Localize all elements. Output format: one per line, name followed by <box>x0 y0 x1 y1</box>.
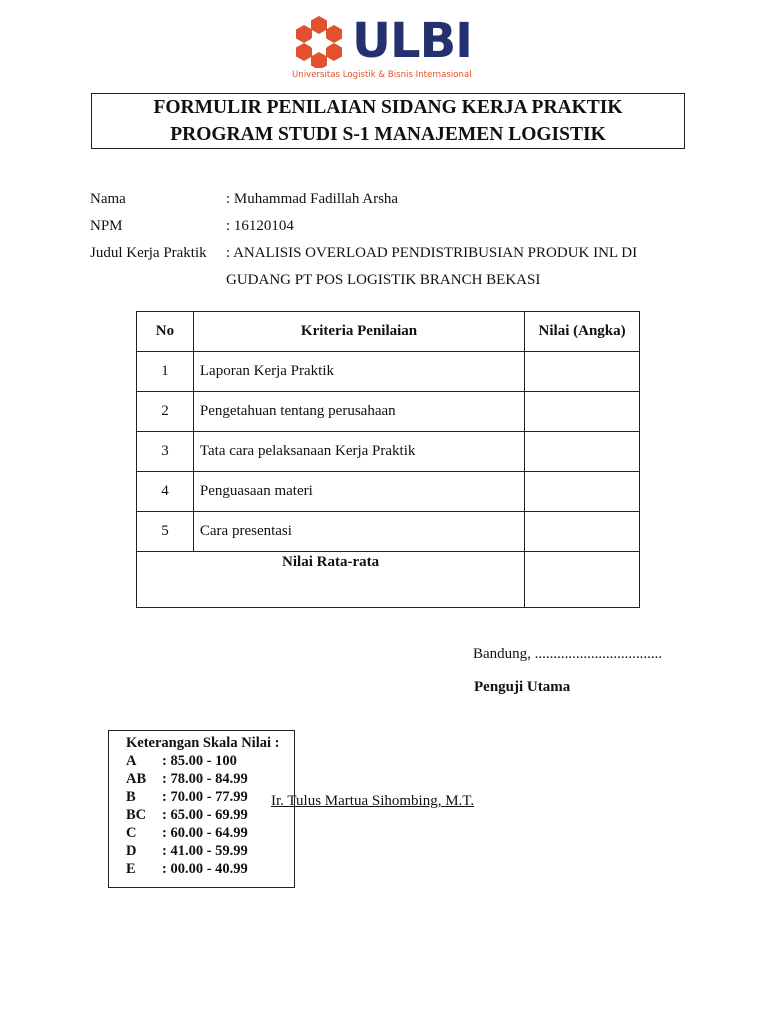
grade-letter: E <box>126 861 136 877</box>
grade-scale-item <box>126 771 248 788</box>
score-cell[interactable] <box>525 432 640 472</box>
criteria-text: Penguasaan materi <box>199 483 313 499</box>
grade-letter: BC <box>126 807 147 823</box>
logo-tagline: Universitas Logistik & Bisnis Internasional <box>292 70 472 80</box>
grade-range: : 78.00 - 84.99 <box>162 771 248 787</box>
header-score: Nilai (Angka) <box>525 312 640 352</box>
criteria-text: Pengetahuan tentang perusahaan <box>199 403 396 419</box>
grade-letter: B <box>126 789 136 805</box>
table-row <box>137 352 640 392</box>
header-criteria: Kriteria Penilaian <box>193 312 524 352</box>
internship-title-value-line2: GUDANG PT POS LOGISTIK BRANCH BEKASI <box>226 272 541 288</box>
criteria-text: Tata cara pelaksanaan Kerja Praktik <box>199 443 416 459</box>
name-value: : Muhammad Fadillah Arsha <box>226 191 399 207</box>
table-row <box>137 392 640 432</box>
grade-range: : 70.00 - 77.99 <box>162 789 248 805</box>
examiner-role: Penguji Utama <box>474 679 571 695</box>
logo-wordmark: ULBI <box>352 13 473 69</box>
grade-scale-item <box>126 807 248 824</box>
table-row <box>137 432 640 472</box>
grade-scale-item <box>126 753 237 770</box>
grade-scale-item <box>126 825 248 842</box>
score-cell[interactable] <box>525 472 640 512</box>
form-title-box <box>91 93 685 149</box>
grade-scale-item <box>126 789 248 806</box>
npm-value: : 16120104 <box>226 218 294 234</box>
row-no: 2 <box>137 392 194 432</box>
grade-range: : 85.00 - 100 <box>162 753 237 769</box>
row-no: 4 <box>137 472 194 512</box>
grade-letter: D <box>126 843 137 859</box>
university-logo <box>292 12 478 84</box>
average-score-cell[interactable] <box>525 552 640 608</box>
place-date: Bandung, .................................. <box>473 646 663 662</box>
row-criteria <box>193 352 524 392</box>
header-no: No <box>137 312 194 352</box>
criteria-text: Laporan Kerja Praktik <box>199 363 335 379</box>
row-criteria <box>193 512 524 552</box>
internship-title-value-line1: : ANALISIS OVERLOAD PENDISTRIBUSIAN PRODUK INL DI <box>226 245 638 261</box>
criteria-text: Cara presentasi <box>199 523 292 539</box>
ulbi-flower-icon <box>292 14 346 68</box>
table-row <box>137 512 640 552</box>
score-cell[interactable] <box>525 392 640 432</box>
average-row <box>137 552 640 608</box>
examiner-name: Ir. Tulus Martua Sihombing, M.T. <box>271 793 475 809</box>
grade-range: : 65.00 - 69.99 <box>162 807 248 823</box>
score-cell[interactable] <box>525 352 640 392</box>
grading-table <box>136 311 640 608</box>
grade-scale-title: Keterangan Skala Nilai : <box>126 735 280 751</box>
row-criteria <box>193 432 524 472</box>
score-cell[interactable] <box>525 512 640 552</box>
npm-label: NPM <box>90 218 123 234</box>
grade-range: : 60.00 - 64.99 <box>162 825 248 841</box>
row-no: 1 <box>137 352 194 392</box>
grade-range: : 00.00 - 40.99 <box>162 861 248 877</box>
internship-title-label: Judul Kerja Praktik <box>90 245 207 261</box>
row-no: 3 <box>137 432 194 472</box>
table-row <box>137 472 640 512</box>
form-title-line1: FORMULIR PENILAIAN SIDANG KERJA PRAKTIK <box>153 97 623 118</box>
grade-range: : 41.00 - 59.99 <box>162 843 248 859</box>
grade-letter: A <box>126 753 137 769</box>
table-header-row <box>137 312 640 352</box>
row-criteria <box>193 472 524 512</box>
grade-scale-item <box>126 843 248 860</box>
form-title-line2: PROGRAM STUDI S-1 MANAJEMEN LOGISTIK <box>170 124 606 145</box>
grade-letter: AB <box>126 771 147 787</box>
grade-scale-item <box>126 861 248 878</box>
average-label: Nilai Rata-rata <box>137 552 525 608</box>
name-label: Nama <box>90 191 126 207</box>
grade-letter: C <box>126 825 137 841</box>
grade-scale-box <box>108 730 295 888</box>
row-no: 5 <box>137 512 194 552</box>
row-criteria <box>193 392 524 432</box>
